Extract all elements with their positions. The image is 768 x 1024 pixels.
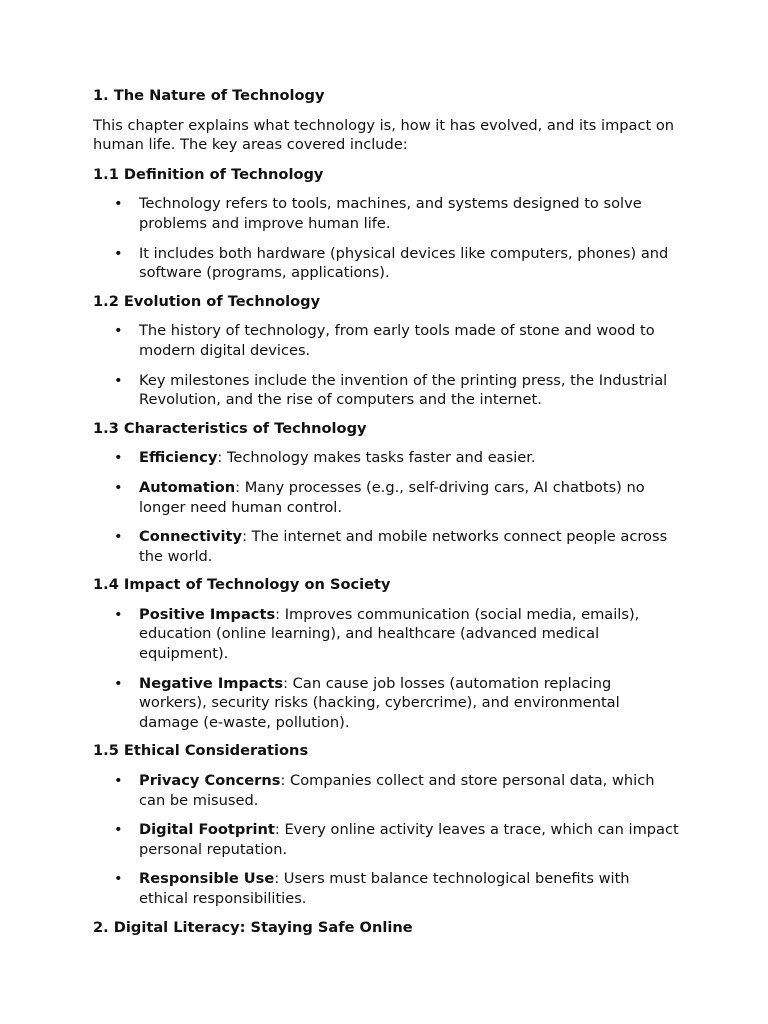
item-term: Efficiency (139, 449, 218, 467)
chapter-title: 1. The Nature of Technology (93, 87, 325, 104)
bullet-icon: • (114, 674, 123, 692)
item-text: The history of technology, from early tools made of stone and wood to modern digital devices. (139, 322, 655, 359)
item-term: Negative Impacts (139, 674, 284, 692)
bullet-list (93, 321, 683, 409)
item-term: Privacy Concerns (139, 772, 281, 790)
sections-container (93, 165, 683, 909)
item-text: : Technology makes tasks faster and easier. (217, 449, 536, 467)
item-text: : Users must balance technological benefits with ethical responsibilities. (139, 870, 630, 907)
section-heading: 1.4 Impact of Technology on Society (93, 576, 391, 594)
item-text: : Improves communication (social media, emails), education (online learning), and healthcare (advanced medical equipment). (139, 605, 640, 663)
bullet-list (93, 771, 683, 909)
next-chapter-title: 2. Digital Literacy: Staying Safe Online (93, 918, 413, 936)
item-text: Technology refers to tools, machines, and systems designed to solve problems and improve human life. (139, 195, 642, 232)
bullet-icon: • (114, 322, 123, 340)
bullet-icon: • (114, 772, 123, 790)
item-text: : The internet and mobile networks connect people across the world. (139, 528, 668, 565)
list-item (93, 674, 683, 733)
item-text: : Every online activity leaves a trace, which can impact personal reputation. (139, 821, 679, 858)
bullet-icon: • (114, 528, 123, 546)
item-term: Responsible Use (139, 870, 275, 888)
section-heading: 1.2 Evolution of Technology (93, 292, 321, 310)
list-item (93, 605, 683, 664)
list-item (93, 527, 683, 566)
bullet-icon: • (114, 244, 123, 262)
item-text: It includes both hardware (physical devices like computers, phones) and software (programs, applications). (139, 244, 669, 282)
bullet-icon: • (114, 478, 123, 496)
bullet-icon: • (114, 449, 123, 467)
item-term: Digital Footprint (139, 821, 275, 839)
bullet-list (93, 194, 683, 282)
list-item (93, 244, 683, 283)
bullet-icon: • (114, 870, 123, 888)
list-item (93, 194, 683, 233)
item-text: : Can cause job losses (automation replacing workers), security risks (hacking, cybercrime), and environmental damage (e-waste, pollution). (139, 674, 620, 731)
item-text: : Many processes (e.g., self-driving cars, AI chatbots) no longer need human control. (139, 478, 645, 516)
bullet-icon: • (114, 371, 123, 389)
list-item (93, 869, 683, 908)
item-text: Key milestones include the invention of the printing press, the Industrial Revolution, and the rise of computers and the internet. (139, 371, 668, 409)
chapter-intro: This chapter explains what technology is, how it has evolved, and its impact on human life. The key areas covered include: (93, 116, 675, 154)
list-item (93, 478, 683, 517)
item-term: Connectivity (139, 528, 243, 546)
list-item (93, 371, 683, 410)
bullet-icon: • (114, 605, 123, 623)
list-item (93, 321, 683, 360)
list-item (93, 448, 683, 468)
item-text: : Companies collect and store personal data, which can be misused. (139, 772, 655, 809)
section-heading: 1.5 Ethical Considerations (93, 742, 309, 760)
bullet-icon: • (114, 195, 123, 213)
item-term: Automation (139, 478, 236, 496)
bullet-icon: • (114, 821, 123, 839)
section-heading: 1.1 Definition of Technology (93, 165, 324, 183)
item-term: Positive Impacts (139, 605, 276, 623)
bullet-list (93, 448, 683, 566)
bullet-list (93, 605, 683, 733)
list-item (93, 820, 683, 859)
list-item (93, 771, 683, 810)
section-heading: 1.3 Characteristics of Technology (93, 419, 367, 437)
